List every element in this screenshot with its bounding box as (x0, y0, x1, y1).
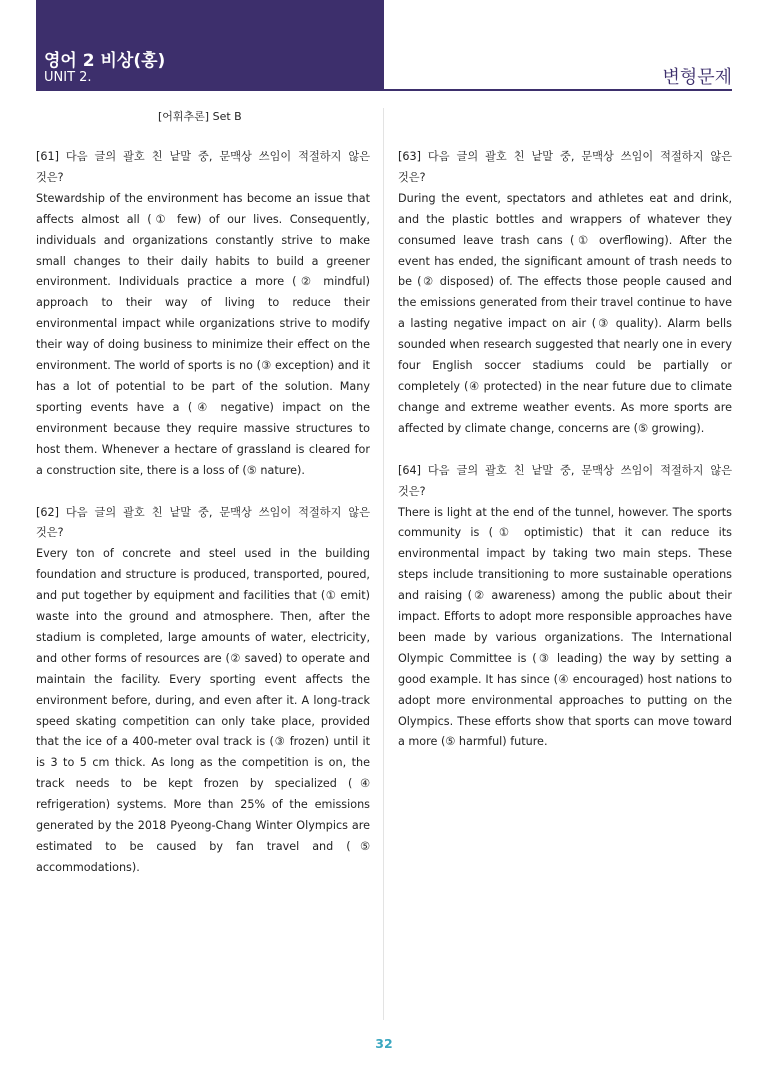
textbook-title: 영어 2 비상(홍) (44, 51, 166, 71)
question-prompt: [64] 다음 글의 괄호 친 낱말 중, 문맥상 쓰임이 적절하지 않은 것은? (398, 463, 732, 498)
question-block (398, 147, 732, 440)
left-column (36, 147, 370, 879)
column-divider (383, 108, 384, 1020)
section-label: 변형문제 (662, 67, 732, 88)
question-prompt: [63] 다음 글의 괄호 친 낱말 중, 문맥상 쓰임이 적절하지 않은 것은? (398, 150, 732, 184)
unit-label: UNIT 2. (44, 70, 92, 85)
question-block (398, 461, 732, 754)
question-block (36, 147, 370, 482)
question-passage: Every ton of concrete and steel used in the building foundation and structure is produced, transported, poured, and put together by equipment and facilities that (① emit) waste into the ground and atmosphere. Then, after the stadium is completed, large amounts of water, electricity, and other forms of resources are (② saved) to operate and maintain the facility. Every sporting event affects the environment before, during, and even after it. A long-track speed skating competition can only take place, provided that the ice of a 400-meter oval track is (③ frozen) until it is 3 to 5 cm thick. As long as the competition is on, the track needs to be kept frozen by specialized (④ refrigeration) systems. More than 25% of the emissions generated by the 2018 Pyeong-Chang Winter Olympics are estimated to be caused by fan travel and (⑤ accommodations). (36, 547, 370, 874)
page-number: 32 (375, 1036, 393, 1051)
question-prompt: [62] 다음 글의 괄호 친 낱말 중, 문맥상 쓰임이 적절하지 않은 것은? (36, 505, 370, 540)
set-label: [어휘추론] Set B (158, 110, 242, 123)
header-rule (384, 89, 732, 91)
right-column (398, 147, 732, 753)
question-block (36, 503, 370, 879)
question-passage: Stewardship of the environment has become an issue that affects almost all (① few) of our lives. Consequently, individuals and organizations constantly strive to make small changes to their daily habits to build a greener environment. Individuals practice a more (② mindful) approach to their way of living to reduce their environmental impact while organizations strive to modify their way of doing business to minimize their effect on the environment. The world of sports is no (③ exception) and it has a lot of potential to be part of the solution. Many sporting events have a (④ negative) impact on the environment because they require massive structures to host them. Whenever a hectare of grassland is cleared for a construction site, there is a loss of (⑤ nature). (36, 191, 370, 477)
question-prompt: [61] 다음 글의 괄호 친 낱말 중, 문맥상 쓰임이 적절하지 않은 것은? (36, 150, 370, 184)
question-passage: During the event, spectators and athletes eat and drink, and the plastic bottles and wrappers of whatever they consumed leave trash cans (① overflowing). After the event has ended, the significant amount of trash needs to be (② disposed) of. The effects those people caused and the emissions generated from their travel continue to have a lasting negative impact on air (③ quality). Alarm bells sounded when research suggested that nearly one in every four English soccer stadiums could be partially or completely (④ protected) in the near future due to climate change and extreme weather events. As more sports are affected by climate change, concerns are (⑤ growing). (398, 191, 732, 435)
question-passage: There is light at the end of the tunnel, however. The sports community is (① optimistic) that it can reduce its environmental impact by taking two main steps. These steps include transitioning to more sustainable operations and raising (② awareness) among the public about their impact. Efforts to adopt more responsible approaches have been made by various organizations. The International Olympic Committee is (③ leading) the way by setting a good example. It has since (④ encouraged) host nations to adopt more environmental approaches to putting on the Olympics. These efforts show that sports can move toward a more (⑤ harmful) future. (398, 505, 732, 749)
